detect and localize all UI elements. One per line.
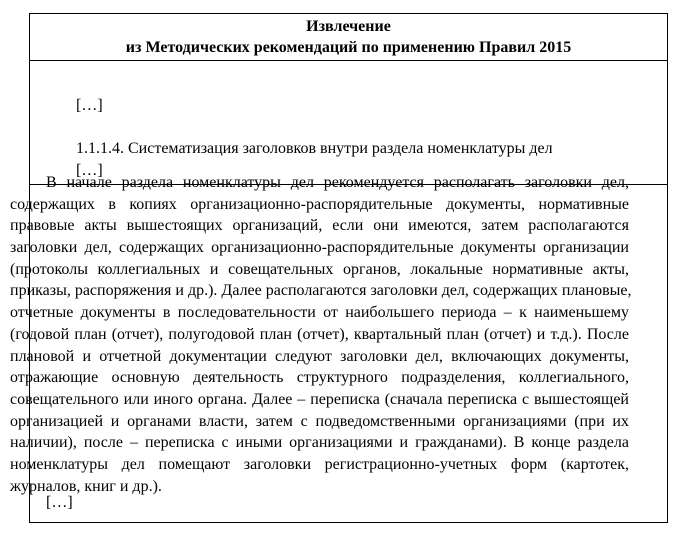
paragraph-line: приказы, распоряжения и др.). Далее располагаются заголовки дел, содержащих плановые, [10, 282, 632, 300]
paragraph-line: В начале раздела номенклатуры дел рекомендуется располагать заголовки дел, [46, 174, 629, 191]
paragraph-line: отчетные документы в последовательности от наибольшего периода – к наименьшему [10, 304, 629, 322]
paragraph-line: журналов, книг и др.). [10, 477, 162, 495]
paragraph-line: правовые акты вышестоящих организаций, если они имеются, затем располагаются [10, 217, 629, 235]
paragraph-line: содержащих в копиях организационно-распорядительные документы, нормативные [10, 195, 629, 213]
header-subtitle: из Методических рекомендаций по применению Правил 2015 [125, 39, 572, 56]
header-title: Извлечение [306, 18, 391, 35]
excerpt-header [30, 14, 667, 61]
paragraph-line: (протоколы коллегиальных и совещательных органов, локальные нормативные акты, [10, 260, 629, 278]
paragraph-line: наличии), после – переписка с иными организациями и гражданами). В конце раздела [10, 434, 629, 452]
paragraph-line: (годовой план (отчет), полугодовой план (отчет), квартальный план (отчет) и т.д.). После [10, 325, 629, 343]
paragraph-line: совещательного или иного органа. Далее – переписка (сначала переписка с вышестоящей [10, 390, 629, 408]
ellipsis-marker: […] [76, 162, 103, 179]
paragraph-line: плановой и отчетной документации следуют заголовки дел, включающих документы, [10, 347, 629, 365]
ellipsis-marker: […] [76, 97, 103, 114]
paragraph-line: организацией и органами власти, затем с подведомственными организациями (при их [10, 412, 629, 430]
paragraph-line: отражающие основную деятельность структурного подразделения, коллегиального, [10, 369, 629, 387]
paragraph-line: номенклатуры дел помещают заголовки регистрационно-учетных форм (картотек, [10, 455, 629, 473]
body-paragraph [10, 172, 632, 497]
section-title: 1.1.1.4. Систематизация заголовков внутри раздела номенклатуры дел [76, 140, 553, 157]
ellipsis-marker: […] [46, 494, 73, 511]
section-heading-block [30, 61, 667, 185]
paragraph-line: заголовки дел, содержащих организационно-распорядительные документы организации [10, 239, 629, 257]
